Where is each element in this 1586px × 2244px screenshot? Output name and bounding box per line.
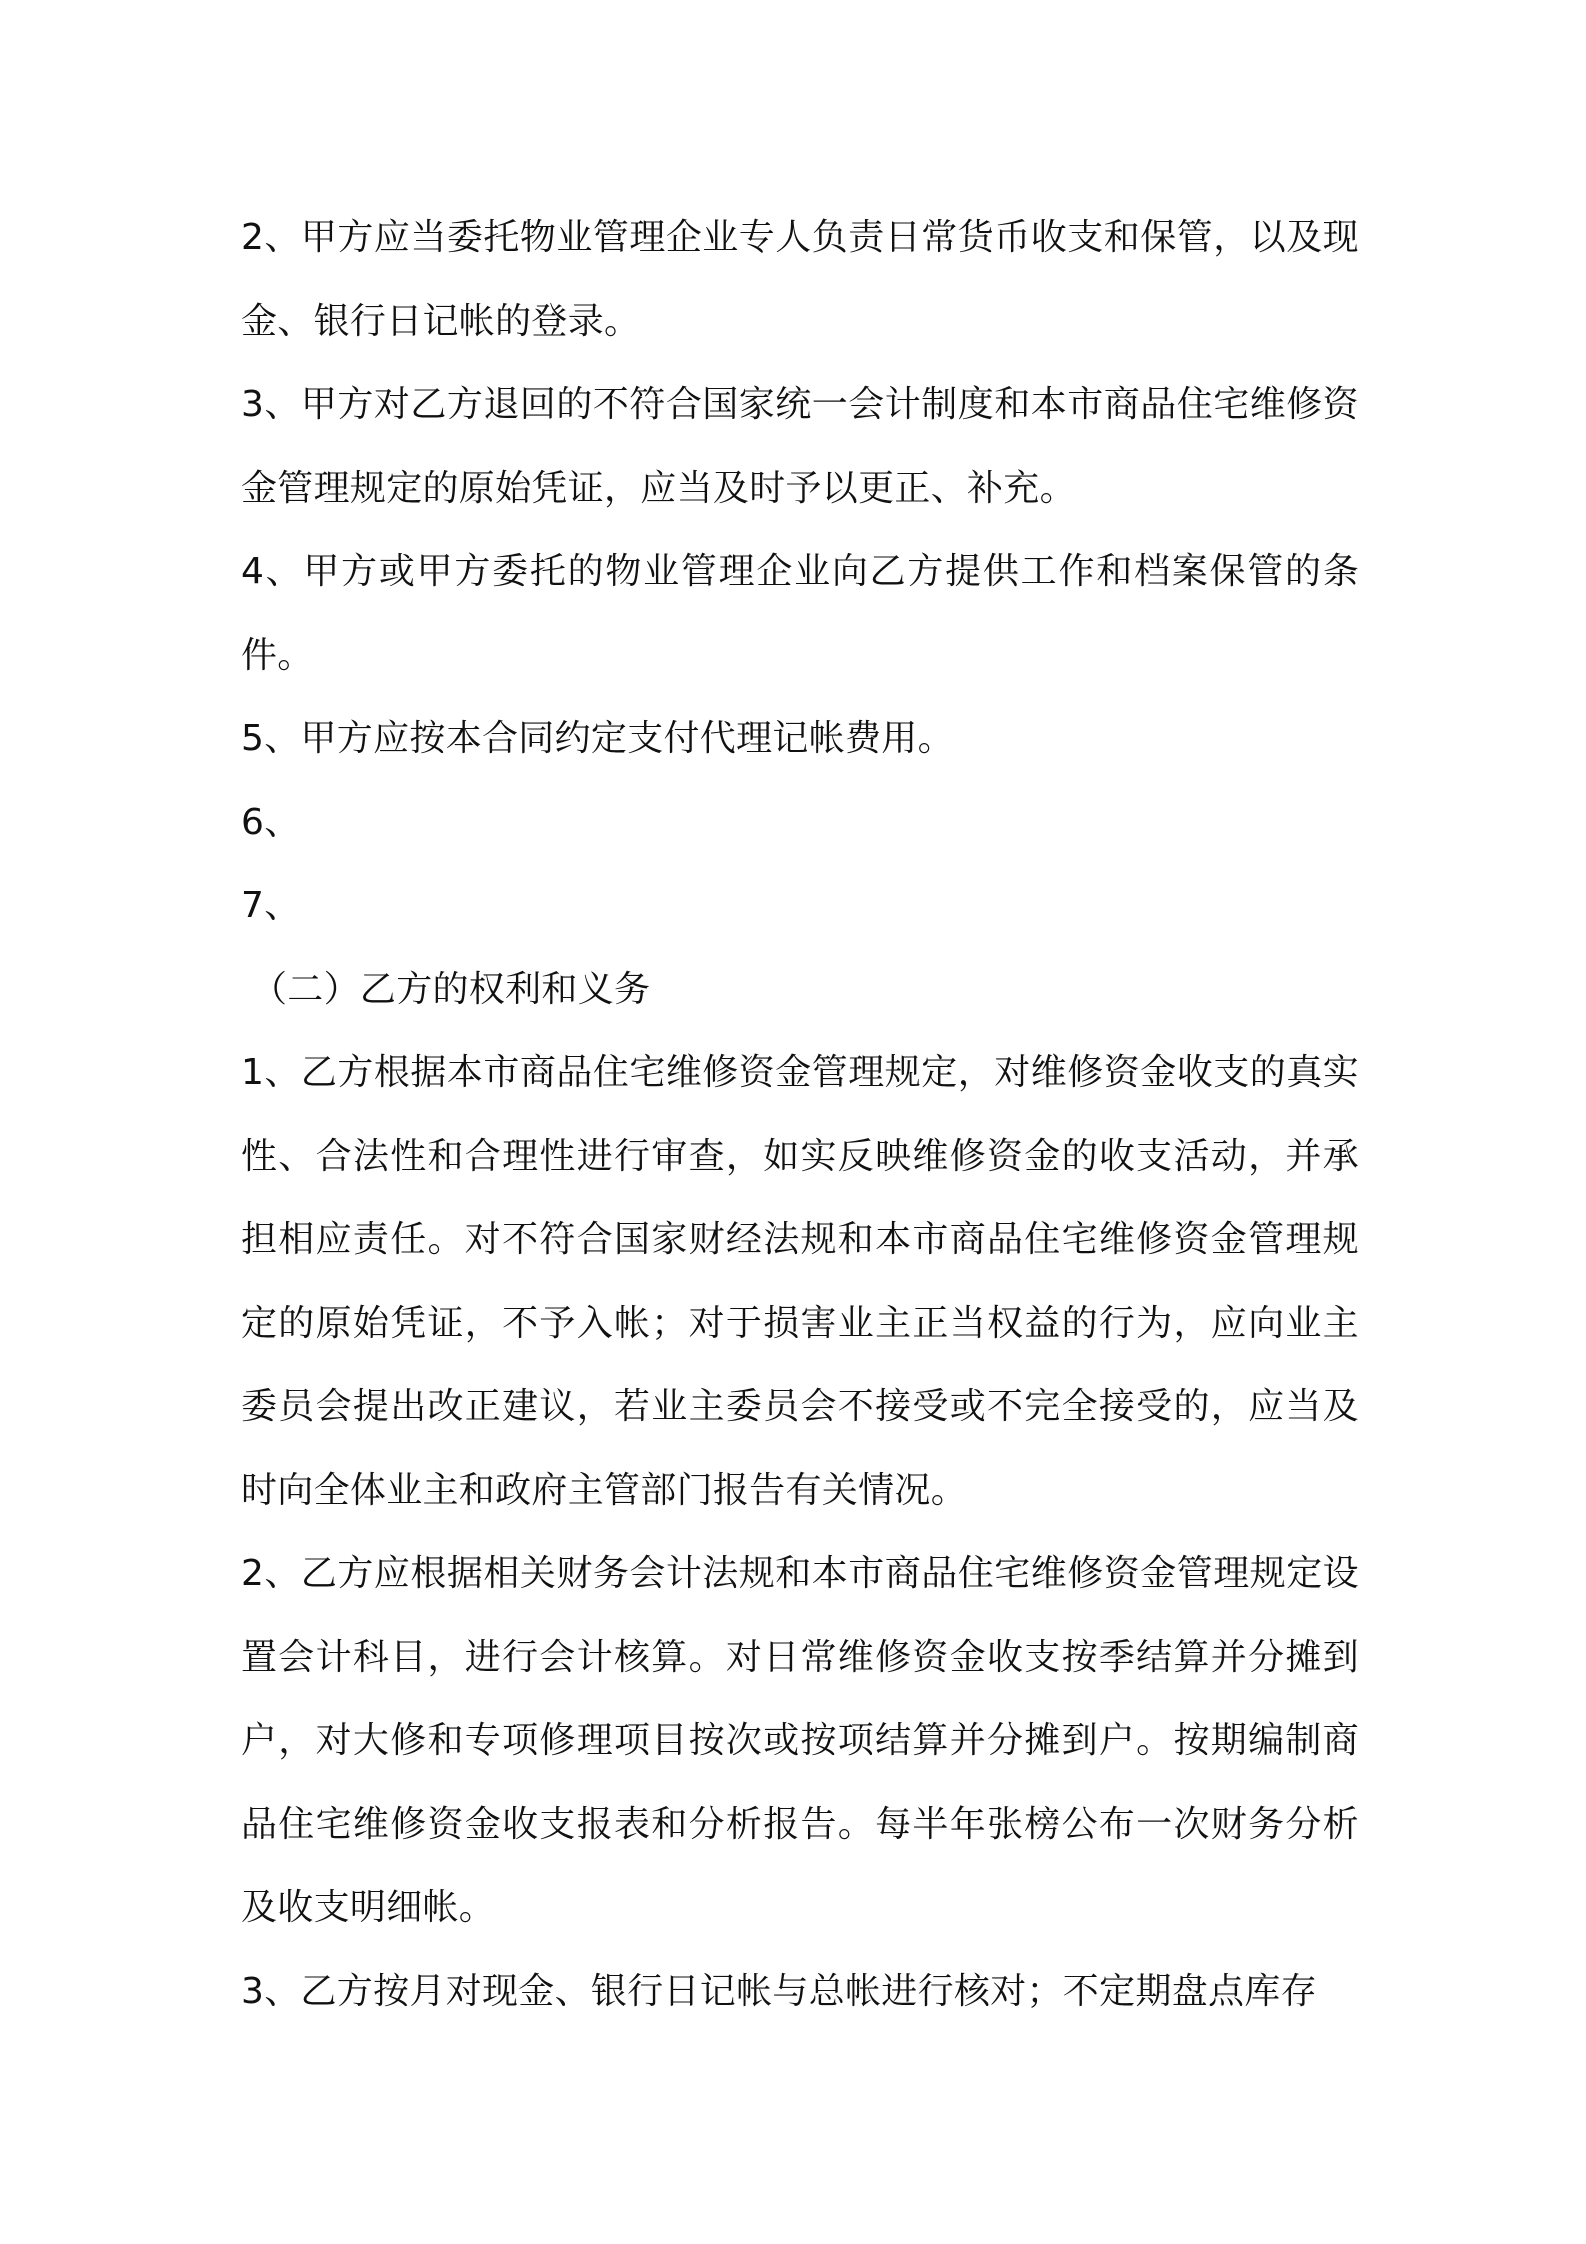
paragraph-party-a-item-3: 3、甲方对乙方退回的不符合国家统一会计制度和本市商品住宅维修资金管理规定的原始凭证，应当及时予以更正、补充。 [241, 384, 1359, 509]
paragraph-party-a-item-6: 6、 [241, 801, 301, 843]
paragraph-party-a-item-5: 5、甲方应按本合同约定支付代理记帐费用。 [241, 718, 954, 759]
paragraph-party-b-item-3: 3、乙方按月对现金、银行日记帐与总帐进行核对；不定期盘点库存 [241, 1970, 1317, 2012]
section-heading-party-b: （二）乙方的权利和义务 [251, 968, 651, 1010]
paragraph-party-b-item-2: 2、乙方应根据相关财务会计法规和本市商品住宅维修资金管理规定设置会计科目，进行会计核算。对日常维修资金收支按季结算并分摊到户，对大修和专项修理项目按次或按项结算并分摊到户。按期编制商品住宅维修资金收支报表和分析报告。每半年张榜公布一次财务分析及收支明细帐。 [241, 1553, 1359, 1928]
document-body [241, 196, 1359, 2033]
paragraph-party-a-item-2: 2、甲方应当委托物业管理企业专人负责日常货币收支和保管，以及现金、银行日记帐的登录。 [241, 217, 1359, 342]
paragraph-party-b-item-1: 1、乙方根据本市商品住宅维修资金管理规定，对维修资金收支的真实性、合法性和合理性进行审查，如实反映维修资金的收支活动，并承担相应责任。对不符合国家财经法规和本市商品住宅维修资金管理规定的原始凭证，不予入帐；对于损害业主正当权益的行为，应向业主委员会提出改正建议，若业主委员会不接受或不完全接受的，应当及时向全体业主和政府主管部门报告有关情况。 [241, 1052, 1359, 1511]
paragraph-party-a-item-4: 4、甲方或甲方委托的物业管理企业向乙方提供工作和档案保管的条件。 [241, 551, 1359, 676]
paragraph-party-a-item-7: 7、 [241, 885, 301, 926]
